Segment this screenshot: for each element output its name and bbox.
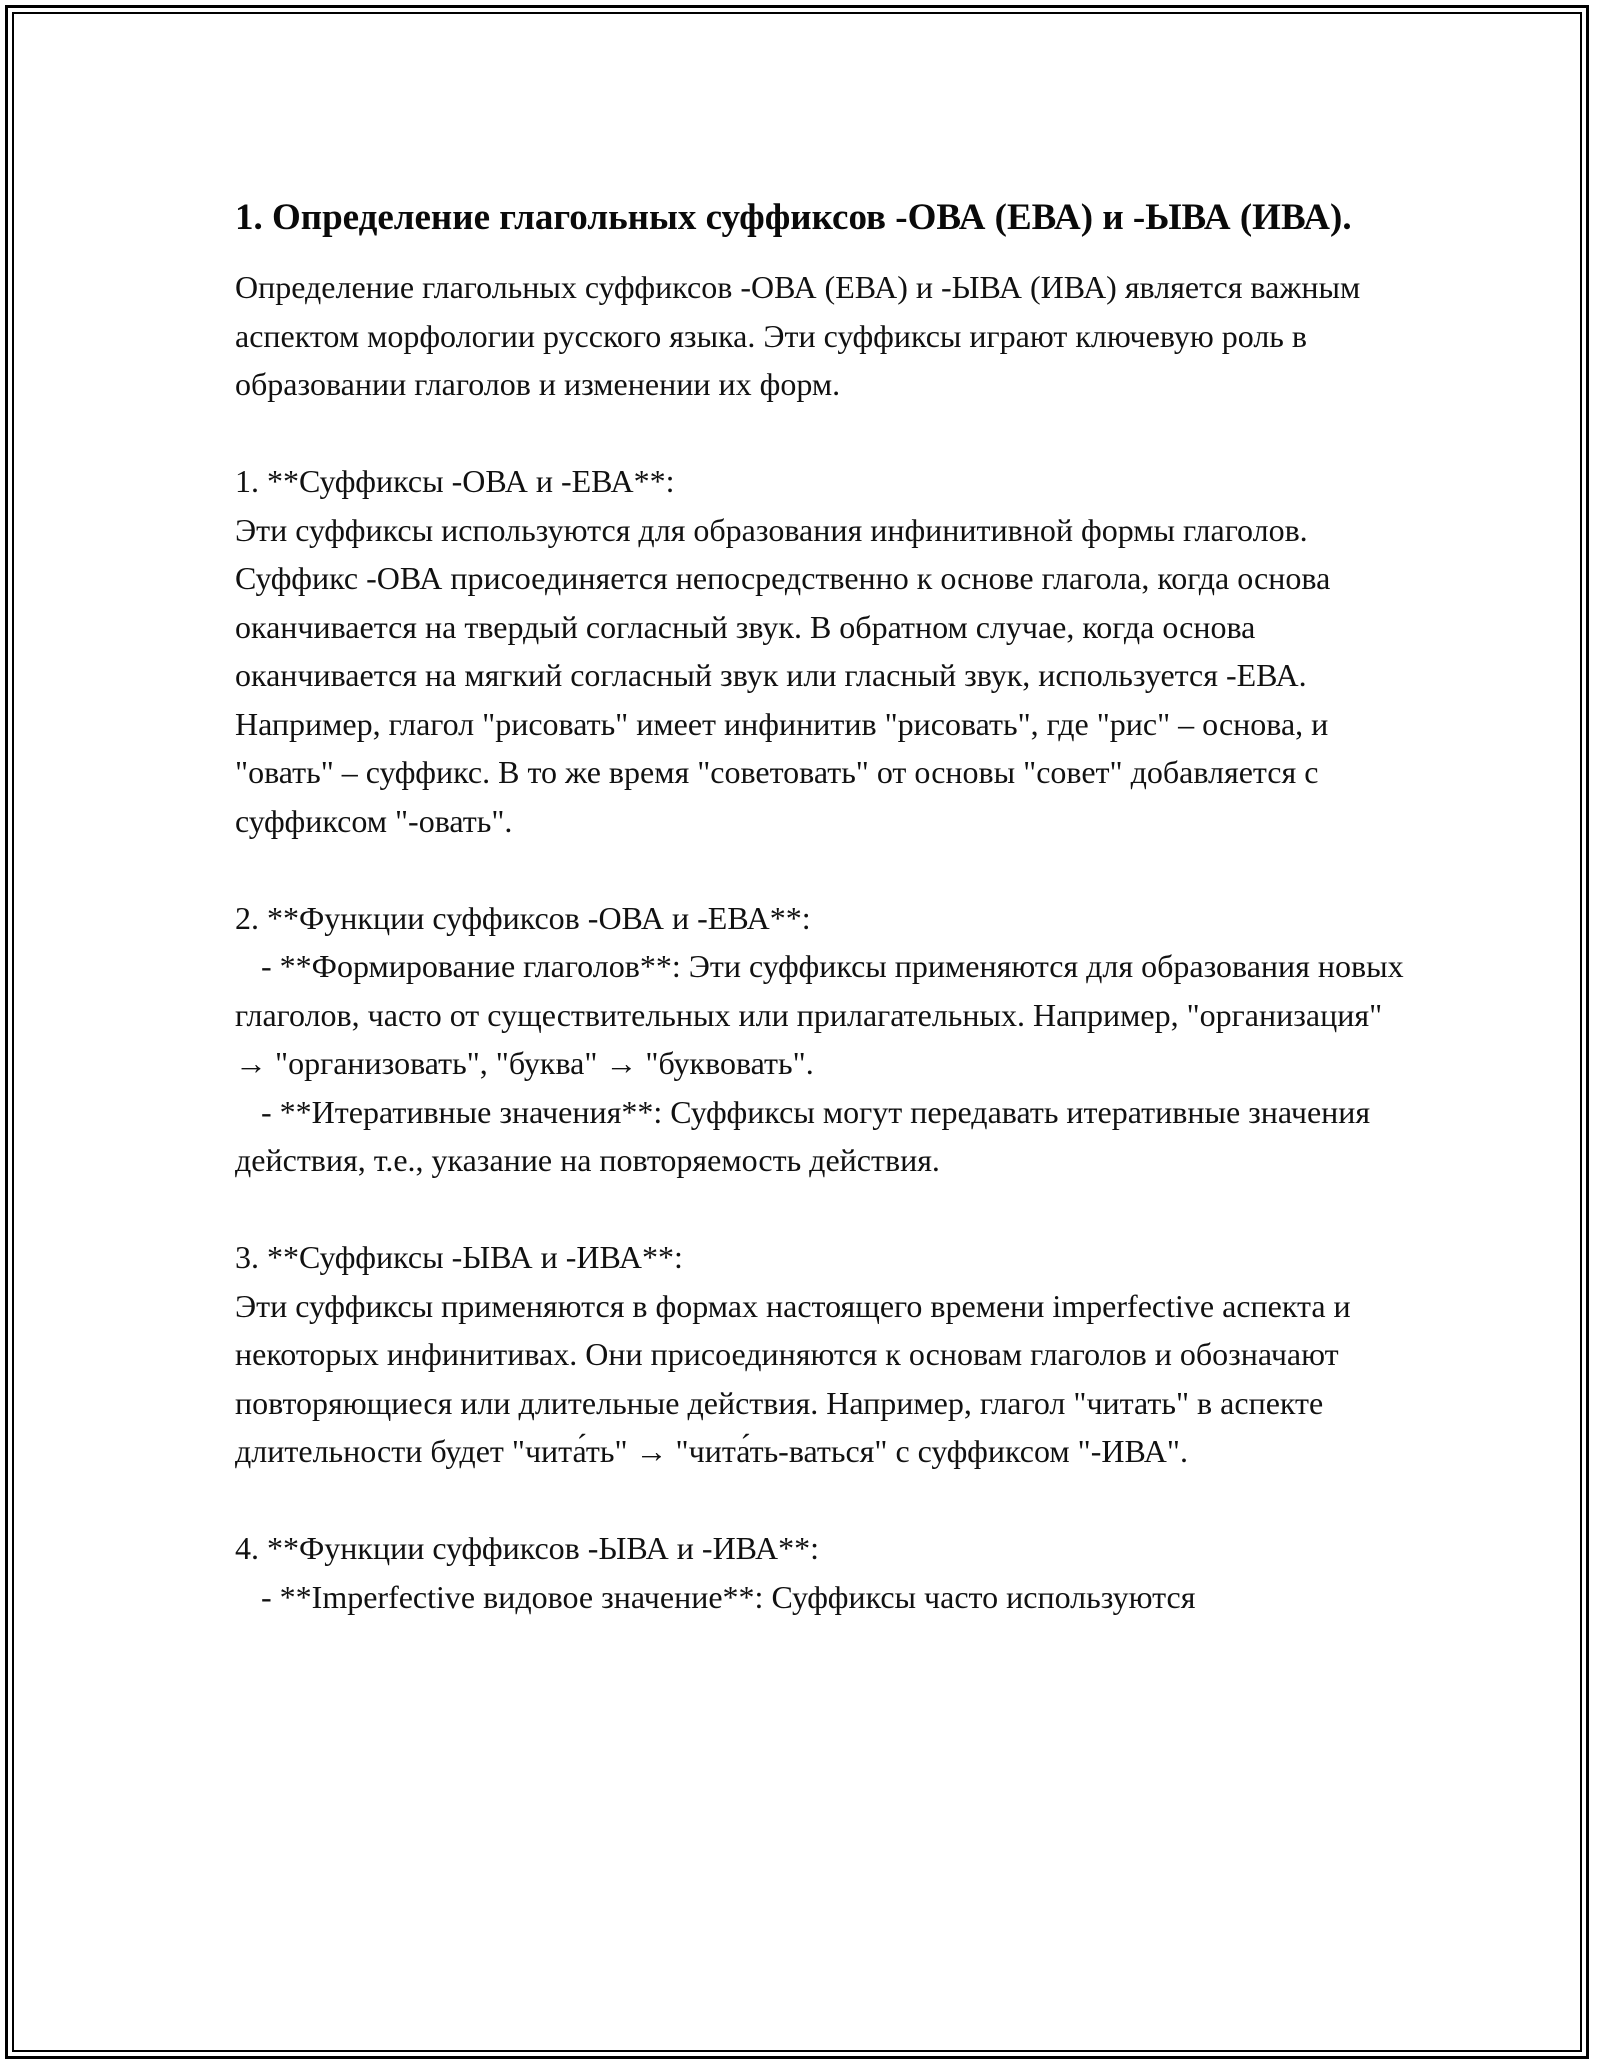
section-2-item-2 [235,1088,1415,1185]
section-2-item-1 [235,942,1415,1088]
intro-paragraph: Определение глагольных суффиксов -ОВА (ЕВА) и -ЫВА (ИВА) является важным аспектом морфологии русского языка. Эти суффиксы играют ключевую роль в образовании глаголов и изменении их форм. [235,269,1361,402]
section-2-heading: 2. **Функции суффиксов -ОВА и -ЕВА**: [235,899,811,936]
paragraph-gap [235,409,1415,458]
paragraph-gap [235,1185,1415,1234]
section-4-heading: 4. **Функции суффиксов -ЫВА и -ИВА**: [235,1530,819,1566]
section-3-body: Эти суффиксы применяются в формах настоящего времени imperfective аспекта и некоторых инфинитивах. Они присоединяются к основам глаголов и обозначают повторяющиеся или длительные действия. Например, глагол "читать" в аспекте длительности будет "чита́ть" → "чита́ть-ваться" с суффиксом "-ИВА". [235,1287,1351,1469]
section-4-item-1-text: - **Imperfective видовое значение**: Суффиксы часто используются [261,1578,1196,1615]
section-4-item-1 [235,1573,1415,1622]
document-title: 1. Определение глагольных суффиксов -ОВА (ЕВА) и -ЫВА (ИВА). [235,197,1352,238]
section-1-body: Эти суффиксы используются для образования инфинитивной формы глаголов. Суффикс -ОВА присоединяется непосредственно к основе глагола, когда основа оканчивается на твердый согласный звук. В обратном случае, когда основа оканчивается на мягкий согласный звук или гласный звук, используется -ЕВА. Например, глагол "рисовать" имеет инфинитив "рисовать", где "рис" – основа, и "овать" – суффикс. В то же время "советовать" от основы "совет" добавляется с суффиксом "-овать". [235,511,1331,839]
section-2-item-2-text: - **Итеративные значения**: Суффиксы могут передавать итеративные значения действия, т.е., указание на повторяемость действия. [235,1093,1371,1178]
paragraph-gap [235,1476,1415,1525]
section-2-item-1-text: - **Формирование глаголов**: Эти суффиксы применяются для образования новых глаголов, часто от существительных или прилагательных. Например, "организация" → "организовать", "буква" → "буквовать". [235,948,1404,1081]
paragraph-gap [235,845,1415,894]
section-1-heading: 1. **Суффиксы -ОВА и -ЕВА**: [235,463,675,499]
document-page [235,180,1415,1621]
section-3-heading: 3. **Суффиксы -ЫВА и -ИВА**: [235,1239,683,1275]
